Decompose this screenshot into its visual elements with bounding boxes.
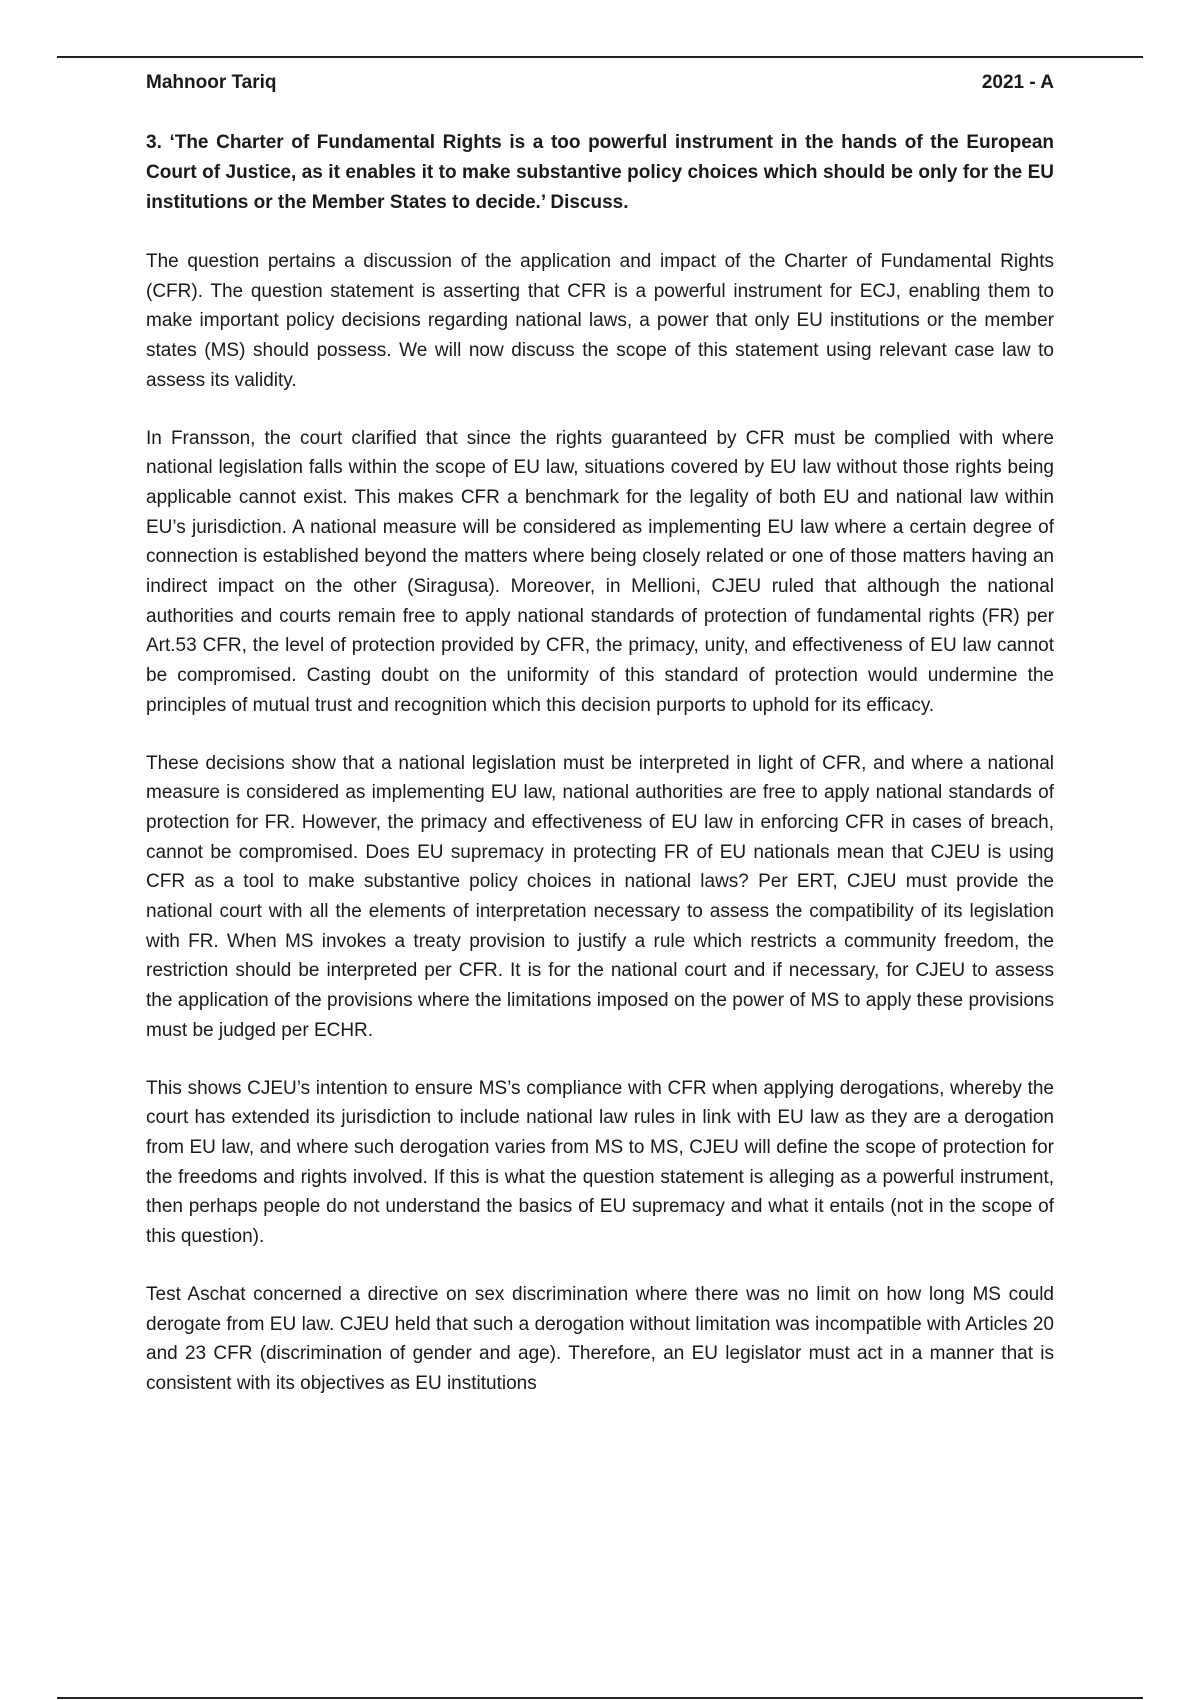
question-heading: 3. ‘The Charter of Fundamental Rights is a too powerful instrument in the hands of the European Court of Justice, as it enables it to make substantive policy choices which should be only for the EU institutions or the Member States to decide.’ Discuss. [146,132,1054,213]
paragraph-decisions: These decisions show that a national legislation must be interpreted in light of CFR, and where a national measure is considered as implementing EU law, national authorities are free to apply national standards of protection for FR. However, the primacy and effectiveness of EU law in enforcing CFR in cases of breach, cannot be compromised. Does EU supremacy in protecting FR of EU nationals mean that CJEU is using CFR as a tool to make substantive policy choices in national laws? Per ERT, CJEU must provide the national court with all the elements of interpretation necessary to assess the compatibility of its legislation with FR. When MS invokes a treaty provision to justify a rule which restricts a community freedom, the restriction should be interpreted per CFR. It is for the national court and if necessary, for CJEU to assess the application of the provisions where the limitations imposed on the power of MS to apply these provisions must be judged per ECHR. [146,752,1054,1041]
document-page [146,70,1054,1399]
footer-rule [57,1697,1143,1699]
paragraph-fransson: In Fransson, the court clarified that since the rights guaranteed by CFR must be complied with where national legislation falls within the scope of EU law, situations covered by EU law without those rights being applicable cannot exist. This makes CFR a benchmark for the legality of both EU and national law within EU’s jurisdiction. A national measure will be considered as implementing EU law where a certain degree of connection is established beyond the matters where being closely related or one of those matters having an indirect impact on the other (Siragusa). Moreover, in Mellioni, CJEU ruled that although the national authorities and courts remain free to apply national standards of protection of fundamental rights (FR) per Art.53 CFR, the level of protection provided by CFR, the primacy, unity, and effectiveness of EU law cannot be compromised. Casting doubt on the uniformity of this standard of protection would undermine the principles of mutual trust and recognition which this decision purports to uphold for its efficacy. [146,427,1054,716]
document-code: 2021 - A [981,72,1054,93]
page-header [146,70,1054,96]
paragraph-aschat: Test Aschat concerned a directive on sex discrimination where there was no limit on how long MS could derogate from EU law. CJEU held that such a derogation without limitation was incompatible with Articles 20 and 23 CFR (discrimination of gender and age). Therefore, an EU legislator must act in a manner that is consistent with its objectives as EU institutions [146,1283,1054,1394]
header-rule [57,56,1143,58]
paragraph-intro: The question pertains a discussion of the application and impact of the Charter of Fundamental Rights (CFR). The question statement is asserting that CFR is a powerful instrument for ECJ, enabling them to make important policy decisions regarding national laws, a power that only EU institutions or the member states (MS) should possess. We will now discuss the scope of this statement using relevant case law to assess its validity. [146,251,1054,391]
author-name: Mahnoor Tariq [146,72,277,93]
paragraph-derogations: This shows CJEU’s intention to ensure MS’s compliance with CFR when applying derogations, whereby the court has extended its jurisdiction to include national law rules in link with EU law as they are a derogation from EU law, and where such derogation varies from MS to MS, CJEU will define the scope of protection for the freedoms and rights involved. If this is what the question statement is alleging as a powerful instrument, then perhaps people do not understand the basics of EU supremacy and what it entails (not in the scope of this question). [146,1077,1054,1248]
